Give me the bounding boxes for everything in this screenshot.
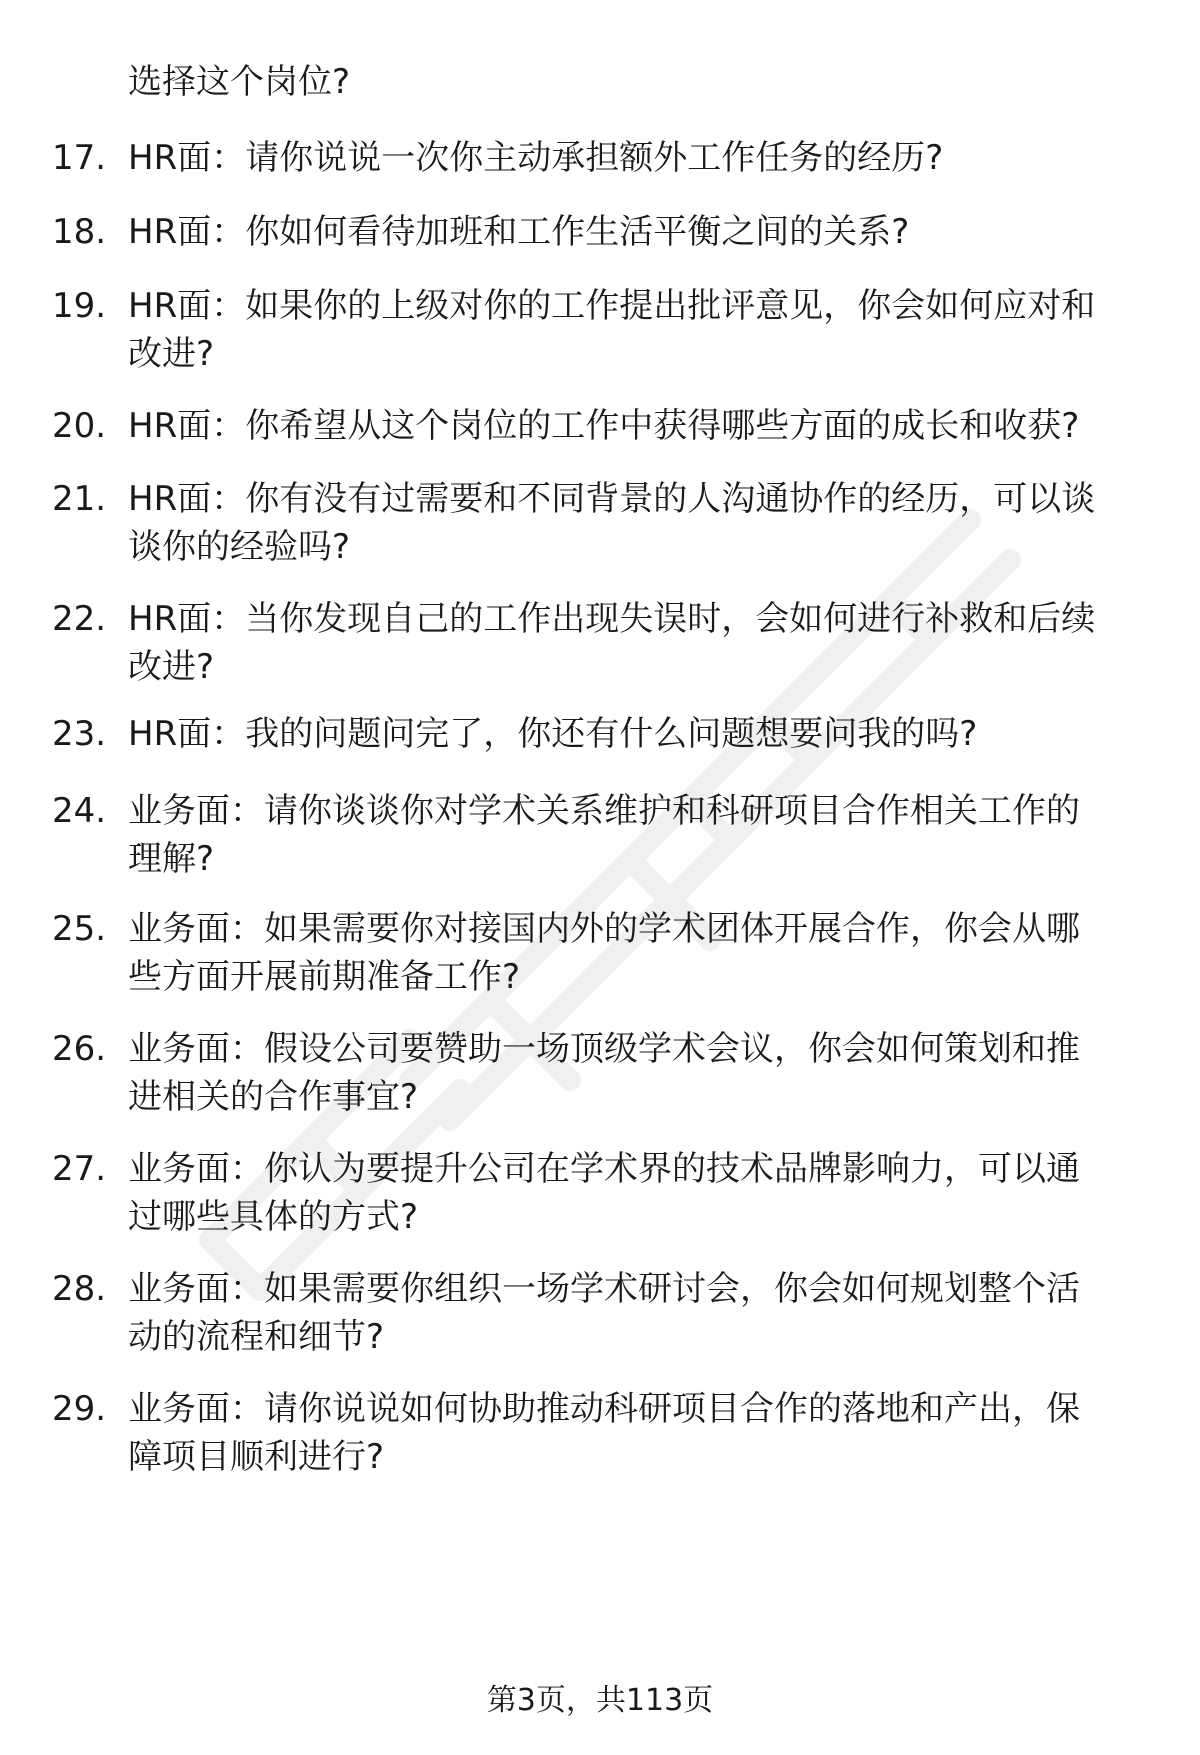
question-text-line: 理解?	[128, 839, 215, 879]
question-text	[128, 787, 1158, 883]
question-text	[128, 1145, 1158, 1241]
question-text-line: 业务面：请你谈谈你对学术关系维护和科研项目合作相关工作的	[128, 791, 1080, 831]
question-text-line: HR面：你希望从这个岗位的工作中获得哪些方面的成长和收获?	[128, 406, 1080, 446]
question-number: 25.	[52, 909, 107, 949]
question-number: 18.	[52, 212, 107, 252]
question-number: 22.	[52, 599, 107, 639]
continuation-line: 选择这个岗位?	[128, 62, 351, 102]
question-number: 23.	[52, 714, 107, 754]
question-text	[128, 475, 1158, 571]
question-text	[128, 134, 1158, 182]
question-text	[128, 208, 1158, 256]
question-number: 26.	[52, 1029, 107, 1069]
question-text-line: 改进?	[128, 647, 215, 687]
question-text-line: 进相关的合作事宜?	[128, 1077, 419, 1117]
question-text	[128, 595, 1158, 691]
question-text	[128, 282, 1158, 378]
question-text-line: 业务面：如果需要你组织一场学术研讨会，你会如何规划整个活	[128, 1269, 1080, 1309]
question-text-line: 改进?	[128, 334, 215, 374]
question-text-line: HR面：如果你的上级对你的工作提出批评意见，你会如何应对和	[128, 286, 1096, 326]
page-footer: 第3页，共113页	[486, 1683, 714, 1718]
question-text	[128, 710, 1158, 758]
question-text-line: HR面：当你发现自己的工作出现失误时，会如何进行补救和后续	[128, 599, 1096, 639]
question-number: 19.	[52, 286, 107, 326]
question-text	[128, 1385, 1158, 1481]
question-text-line: 业务面：如果需要你对接国内外的学术团体开展合作，你会从哪	[128, 909, 1080, 949]
question-text-line: HR面：你有没有过需要和不同背景的人沟通协作的经历，可以谈	[128, 479, 1096, 519]
question-text-line: 业务面：你认为要提升公司在学术界的技术品牌影响力，可以通	[128, 1149, 1080, 1189]
question-text-line: HR面：请你说说一次你主动承担额外工作任务的经历?	[128, 138, 944, 178]
question-number: 29.	[52, 1389, 107, 1429]
question-text	[128, 905, 1158, 1001]
question-text-line: 过哪些具体的方式?	[128, 1197, 419, 1237]
question-number: 28.	[52, 1269, 107, 1309]
question-text-line: 些方面开展前期准备工作?	[128, 957, 521, 997]
question-number: 17.	[52, 138, 107, 178]
question-text	[128, 402, 1158, 450]
question-text-line: 业务面：请你说说如何协助推动科研项目合作的落地和产出，保	[128, 1389, 1080, 1429]
question-text-line: 业务面：假设公司要赞助一场顶级学术会议，你会如何策划和推	[128, 1029, 1080, 1069]
question-text-line: HR面：你如何看待加班和工作生活平衡之间的关系?	[128, 212, 910, 252]
question-number: 27.	[52, 1149, 107, 1189]
question-text-line: HR面：我的问题问完了，你还有什么问题想要问我的吗?	[128, 714, 978, 754]
question-text-line: 动的流程和细节?	[128, 1317, 385, 1357]
question-text-line: 障项目顺利进行?	[128, 1437, 385, 1477]
question-text	[128, 1025, 1158, 1121]
question-number: 24.	[52, 791, 107, 831]
question-text-line: 谈你的经验吗?	[128, 527, 351, 567]
question-number: 21.	[52, 479, 107, 519]
question-number: 20.	[52, 406, 107, 446]
question-text	[128, 1265, 1158, 1361]
